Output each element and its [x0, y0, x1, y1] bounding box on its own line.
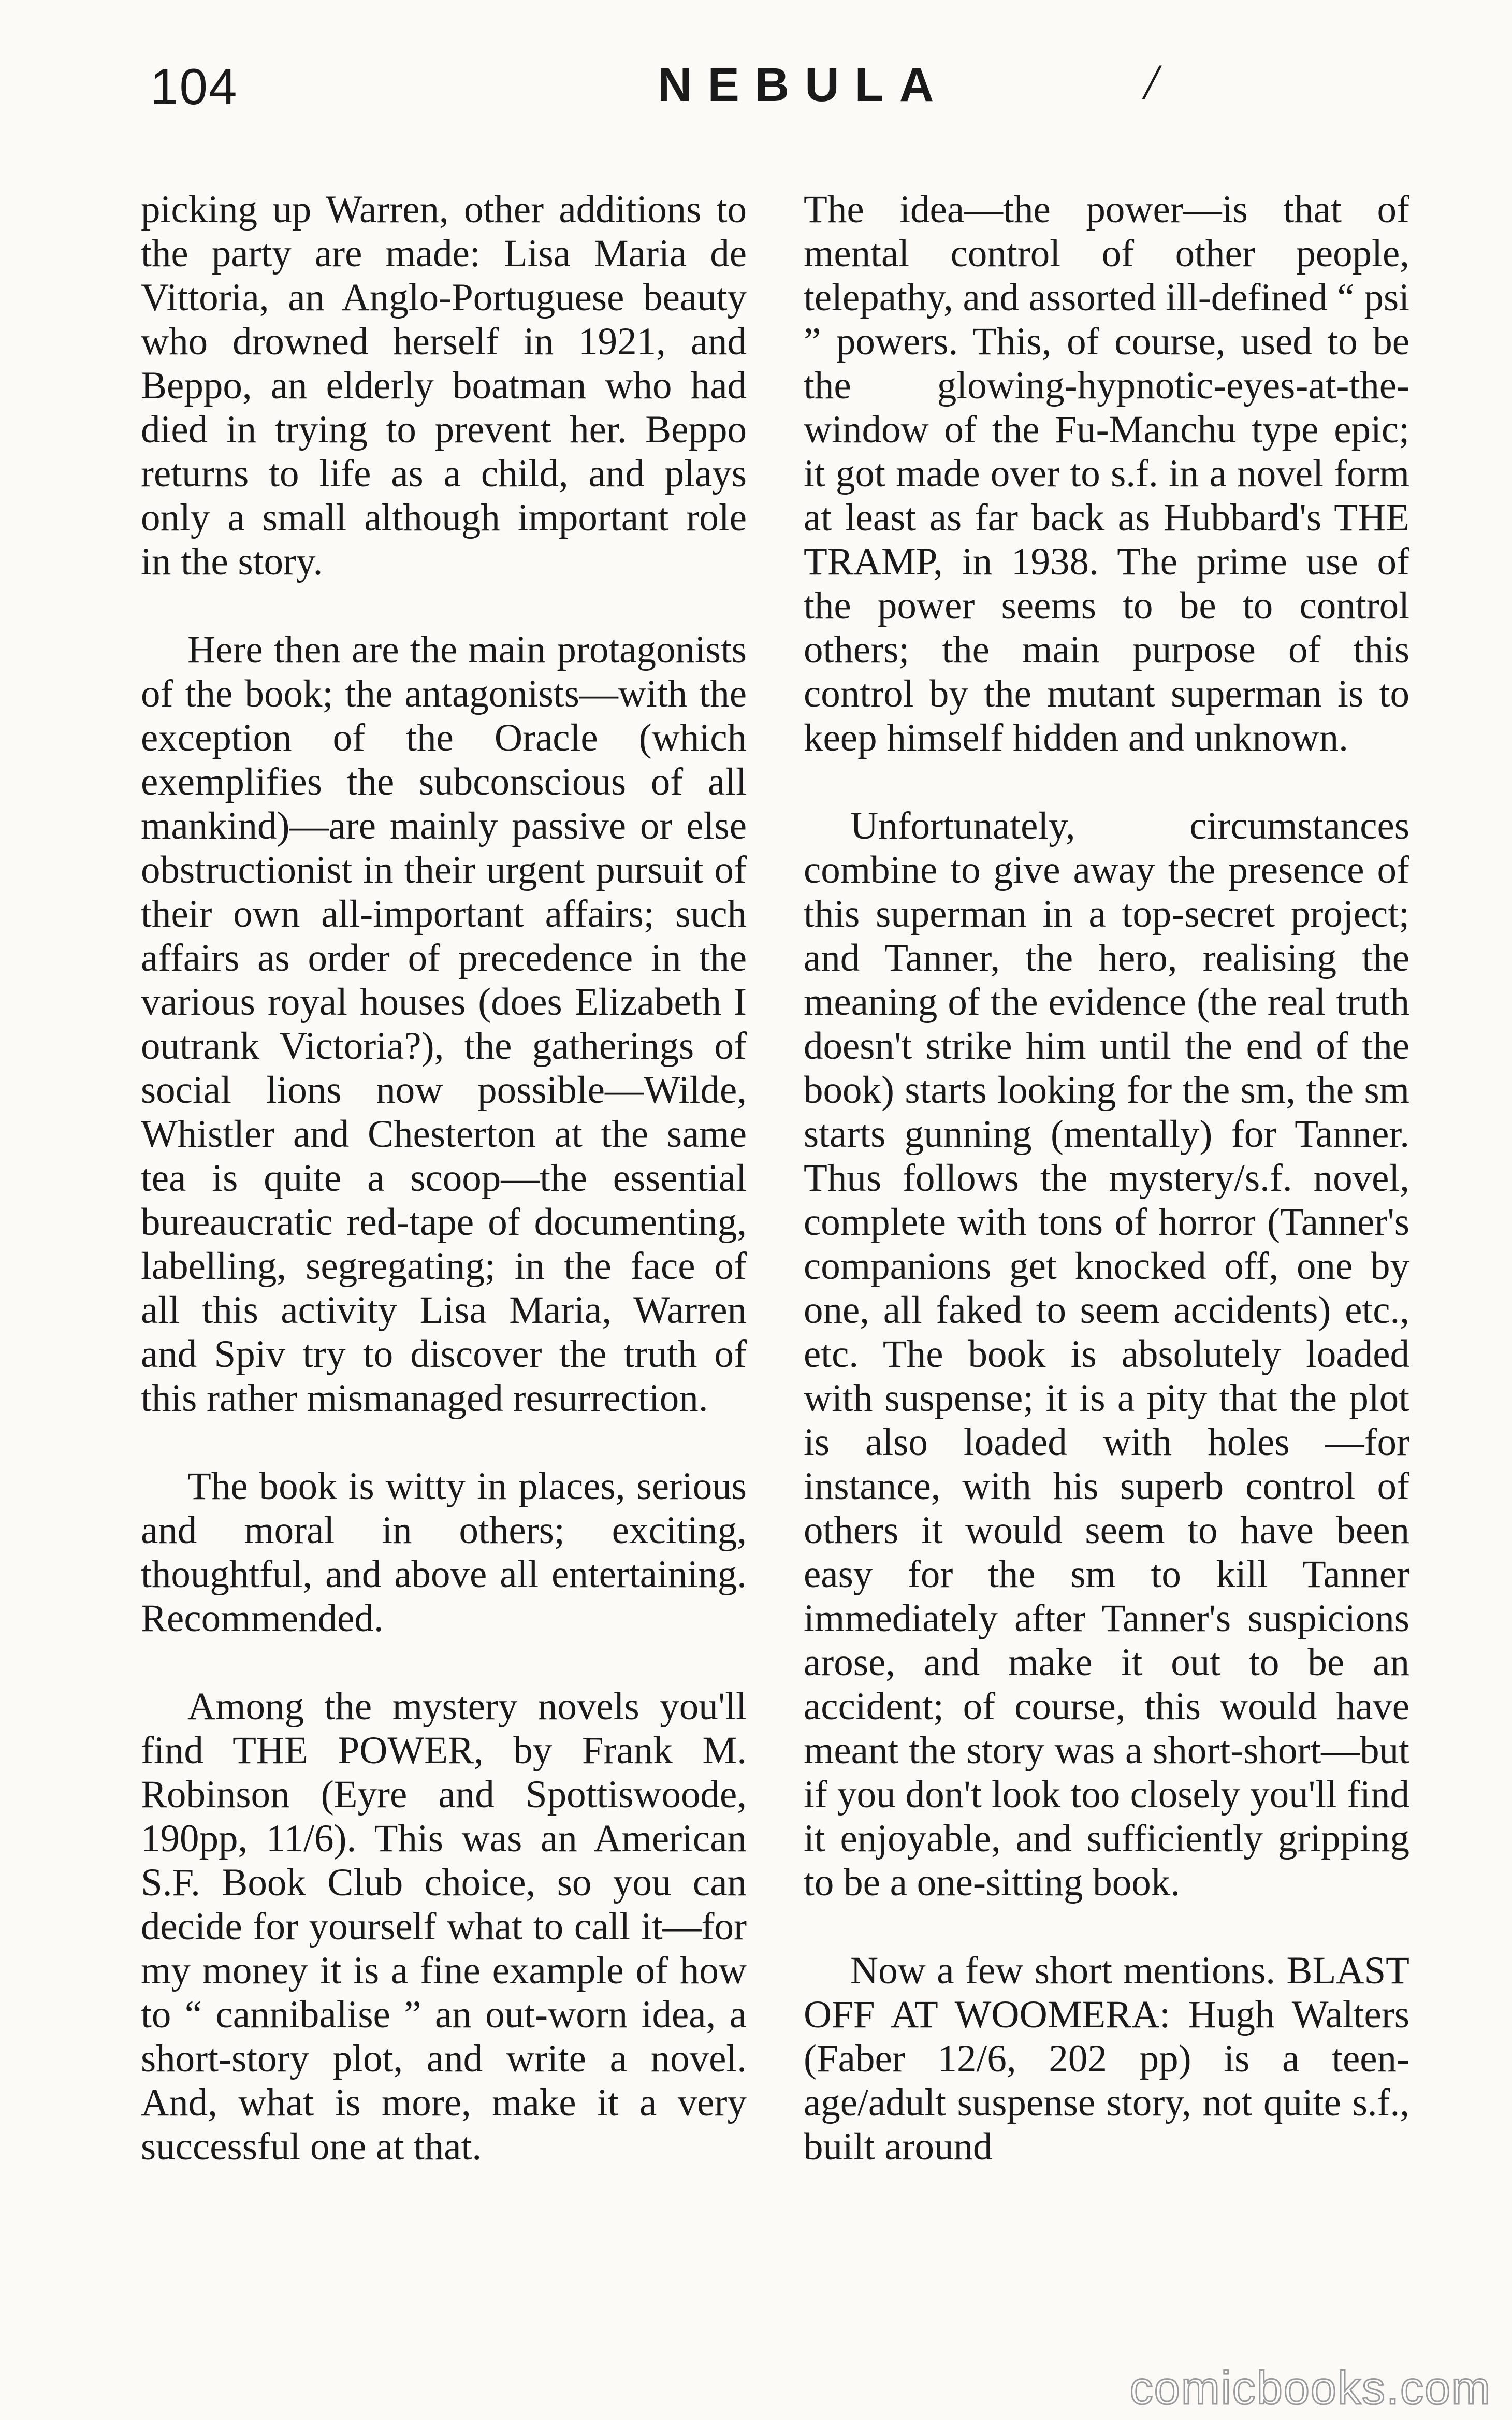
left-column	[141, 188, 747, 2213]
paragraph: Unfortunately, circumstances combine to give away the presence of this superman in a top-secret project; and Tanner, the hero, realising the meaning of the evidence (the real truth doesn't strike him until the end of the book) starts looking for the sm, the sm starts gunning (mentally) for Tanner. Thus follows the mystery/s.f. novel, complete with tons of horror (Tanner's companions get knocked off, one by one, all faked to seem accidents) etc., etc. The book is absolutely loaded with suspense; it is a pity that the plot is also loaded with holes —for instance, with his superb control of others it would seem to have been easy for the sm to kill Tanner immediately after Tanner's suspicions arose, and make it out to be an accident; of course, this would have meant the story was a short-short—but if you don't look too closely you'll find it enjoyable, and sufficiently gripping to be a one-sitting book.	[804, 804, 1409, 1904]
right-column	[804, 188, 1409, 2213]
paragraph: The idea—the power—is that of mental control of other people, telepathy, and assorted ill-defined “ psi ” powers. This, of course, used to be the glowing-hypnotic-eyes-at-the-window of the Fu-Manchu type epic; it got made over to s.f. in a novel form at least as far back as Hubbard's THE TRAMP, in 1938. The prime use of the power seems to be to control others; the main purpose of this control by the mutant superman is to keep himself hidden and unknown.	[804, 188, 1409, 759]
page-number: 104	[150, 58, 238, 115]
watermark: comicbooks.com	[1129, 2363, 1491, 2414]
paragraph: Among the mystery novels you'll find THE POWER, by Frank M. Robinson (Eyre and Spottiswoode, 190pp, 11/6). This was an American S.F. Book Club choice, so you can decide for yourself what to call it—for my money it is a fine example of how to “ cannibalise ” an out-worn idea, a short-story plot, and write a novel. And, what is more, make it a very successful one at that.	[141, 1685, 747, 2168]
paragraph: Here then are the main protagonists of the book; the antagonists—with the exception of the Oracle (which exemplifies the subconscious of all mankind)—are mainly passive or else obstructionist in their urgent pursuit of their own all-important affairs; such affairs as order of precedence in the various royal houses (does Elizabeth I outrank Victoria?), the gatherings of social lions now possible—Wilde, Whistler and Chesterton at the same tea is quite a scoop—the essential bureaucratic red-tape of documenting, labelling, segregating; in the face of all this activity Lisa Maria, Warren and Spiv try to discover the truth of this rather mismanaged resurrection.	[141, 628, 747, 1420]
stray-mark: /	[1144, 54, 1158, 109]
paragraph: The book is witty in places, serious and moral in others; exciting, thoughtful, and above all entertaining. Recommended.	[141, 1465, 747, 1640]
paragraph: Now a few short mentions. BLAST OFF AT WOOMERA: Hugh Walters (Faber 12/6, 202 pp) is a teen-age/adult suspense story, not quite s.f., built around	[804, 1949, 1409, 2168]
running-head: NEBULA	[658, 59, 950, 111]
paragraph: picking up Warren, other additions to the party are made: Lisa Maria de Vittoria, an Anglo-Portuguese beauty who drowned herself in 1921, and Beppo, an elderly boatman who had died in trying to prevent her. Beppo returns to life as a child, and plays only a small although important role in the story.	[141, 188, 747, 583]
